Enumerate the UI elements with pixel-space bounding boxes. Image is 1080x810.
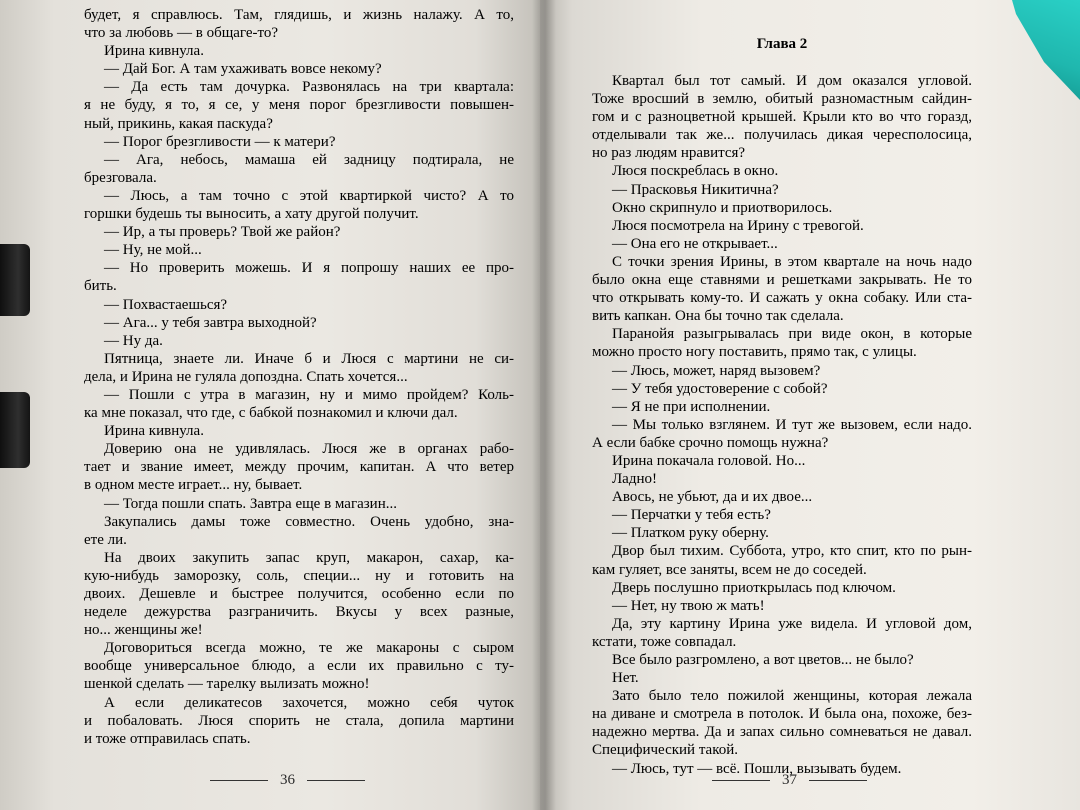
text-line: Ирина кивнула.	[104, 43, 204, 60]
text-line: — Дай Бог. А там ухаживать вовсе некому?	[104, 61, 382, 78]
text-line: Авось, не убьют, да и их двое...	[612, 489, 813, 506]
text-line: Специфический такой.	[592, 742, 739, 759]
text-line: гом и с разноцветной крышей. Крыли кто во что горазд,	[592, 109, 972, 126]
text-line: я не буду, я то, я се, у меня порог брезгливости повышен-	[84, 97, 514, 114]
text-line: было окна еще ставнями и решетками закрывать. Не то	[592, 272, 972, 289]
text-line: — Она его не открывает...	[612, 235, 778, 252]
text-line: отделывали так же... получилась дикая чересполосица,	[592, 127, 972, 144]
text-line: — Мы только взглянем. И тут же вызовем, если надо.	[612, 416, 972, 433]
text-line: но... женщины же!	[84, 622, 203, 639]
text-line: бить.	[84, 278, 117, 295]
folio-rule	[307, 780, 365, 781]
text-line: С точки зрения Ирины, в этом квартале на ночь надо	[612, 253, 972, 270]
text-line: ный, прикинь, какая паскуда?	[84, 115, 273, 132]
text-line: Люся посмотрела на Ирину с тревогой.	[612, 217, 864, 234]
text-line: и тоже отправилась спать.	[84, 730, 251, 747]
text-line: Тоже вросший в землю, обитый разномастным сайдин-	[592, 91, 972, 108]
text-line: Да, эту картину Ирина уже видела. И угловой дом,	[612, 615, 972, 632]
text-line: Ирина кивнула.	[104, 423, 204, 440]
text-line: Квартал был тот самый. И дом оказался угловой.	[612, 73, 972, 89]
text-line: Договориться всегда можно, те же макароны с сыром	[104, 640, 514, 657]
text-line: На двоих закупить запас круп, макарон, сахар, ка-	[104, 549, 514, 566]
text-line: Люся поскреблась в окно.	[612, 163, 779, 180]
text-line: брезговала.	[84, 169, 157, 186]
text-line: — Тогда пошли спать. Завтра еще в магазин...	[104, 495, 397, 512]
chapter-title: Глава 2	[756, 36, 808, 52]
book-spine	[532, 0, 556, 810]
text-line: — Да есть там дочурка. Развонялась на три квартала:	[104, 79, 514, 96]
text-line: — Нет, ну твою ж мать!	[612, 597, 765, 614]
text-line: Ирина покачала головой. Но...	[612, 452, 806, 469]
folio-rule	[712, 780, 770, 781]
text-line: кую-нибудь заморозку, соль, специи... ну и готовить на	[84, 567, 514, 584]
text-line: тает и звание имеет, между прочим, капитан. А что ветер	[84, 459, 514, 476]
text-line: Паранойя разыгрывалась при виде окон, в которые	[612, 326, 972, 343]
text-line: Все было разгромлено, а вот цветов... не было?	[612, 652, 914, 668]
text-line: но раз людям нравится?	[592, 145, 746, 162]
page-number-text: 37	[782, 772, 797, 788]
text-line: — Пошли с утра в магазин, ну и мимо пройдем? Коль-	[104, 386, 514, 403]
page-number-text: 36	[280, 772, 295, 788]
text-line: Окно скрипнуло и приотворилось.	[612, 199, 833, 216]
text-line: в одном месте играет... ну, бывает.	[84, 477, 303, 494]
text-line: — Но проверить можешь. И я попрошу наших ее про-	[104, 260, 514, 277]
text-line: неделе дежурства разграничить. Вкусы у всех разные,	[84, 604, 514, 621]
text-line: — Люсь, тут — всё. Пошли, вызывать будем.	[612, 760, 902, 777]
text-line: Закупались дамы тоже совместно. Очень удобно, зна-	[104, 513, 514, 530]
text-line: будет, я справлюсь. Там, глядишь, и жизнь налажу. А то,	[84, 7, 514, 23]
text-line: что открывать кому-то. И сажать у окна собаку. Или ста-	[592, 290, 972, 307]
text-line: Зато было тело пожилой женщины, которая лежала	[612, 688, 972, 705]
text-line: кам гуляет, все заняты, всем не до соседей.	[592, 561, 867, 578]
text-line: — Ну да.	[104, 332, 163, 349]
text-line: — Платком руку оберну.	[612, 525, 769, 542]
text-line: можно просто ногу поставить, прямо так, с улицы.	[592, 344, 917, 361]
text-line: — Ага... у тебя завтра выходной?	[104, 314, 317, 331]
text-line: А если деликатесов захочется, можно себя чуток	[104, 694, 514, 711]
text-line: Доверию она не удивлялась. Люся же в органах рабо-	[104, 441, 514, 458]
text-line: и побаловать. Люся спорить не стала, допила мартини	[84, 712, 514, 729]
text-line: — Люсь, а там точно с этой квартиркой чисто? А то	[104, 187, 514, 204]
page-number-left	[210, 772, 365, 789]
text-line: горшки будешь ты выносить, а хату другой получит.	[84, 206, 419, 223]
text-line: кстати, тоже совпадал.	[592, 633, 737, 650]
text-line: — У тебя удостоверение с собой?	[612, 380, 828, 397]
text-line: на диване и смотрела в потолок. И была она, похоже, без-	[592, 706, 972, 723]
binder-clip-bottom	[0, 392, 30, 468]
text-line: А если бабке срочно помощь нужна?	[592, 434, 829, 451]
text-line: — Я не при исполнении.	[612, 398, 771, 415]
text-line: вообще универсальное блюдо, а если их правильно с ту-	[84, 658, 514, 675]
text-line: двоих. Дешевле и быстрее получится, особенно если по	[84, 586, 514, 602]
text-line: — Ир, а ты проверь? Твой же район?	[104, 224, 341, 241]
folio-rule	[809, 780, 867, 781]
text-line: — Прасковья Никитична?	[612, 181, 779, 198]
text-line: — Ну, не мой...	[104, 242, 202, 259]
folio-rule	[210, 780, 268, 781]
text-line: надежно мертва. Да и запах сильно сомневаться не давал.	[592, 724, 972, 741]
text-line: ете ли.	[84, 531, 127, 548]
right-page-text	[592, 72, 972, 778]
binder-clip-top	[0, 244, 30, 316]
text-line: ка мне показал, что где, с бабкой познакомил и ключи дал.	[84, 405, 458, 422]
text-line: шенкой сделать — тарелку вылизать можно!	[84, 676, 370, 693]
text-line: Нет.	[612, 670, 639, 687]
text-line: что за любовь — в общаге-то?	[84, 25, 279, 42]
text-line: Пятница, знаете ли. Иначе б и Люся с мартини не си-	[104, 350, 514, 367]
text-line: — Порог брезгливости — к матери?	[104, 133, 336, 150]
text-line: Двор был тихим. Суббота, утро, кто спит, кто по рын-	[612, 543, 972, 560]
text-line: — Ага, небось, мамаша ей задницу подтирала, не	[104, 151, 514, 168]
text-line: — Похвастаешься?	[104, 296, 228, 313]
text-line: — Люсь, может, наряд вызовем?	[612, 362, 821, 379]
text-line: Дверь послушно приоткрылась под ключом.	[612, 579, 896, 596]
text-line: — Перчатки у тебя есть?	[612, 507, 771, 524]
left-page-text	[84, 6, 514, 748]
text-line: Ладно!	[612, 471, 657, 488]
text-line: вить капкан. Она бы точно так сделала.	[592, 308, 844, 325]
text-line: дела, и Ирина не гуляла допоздна. Спать хочется...	[84, 368, 408, 385]
page-number-right	[712, 772, 867, 789]
